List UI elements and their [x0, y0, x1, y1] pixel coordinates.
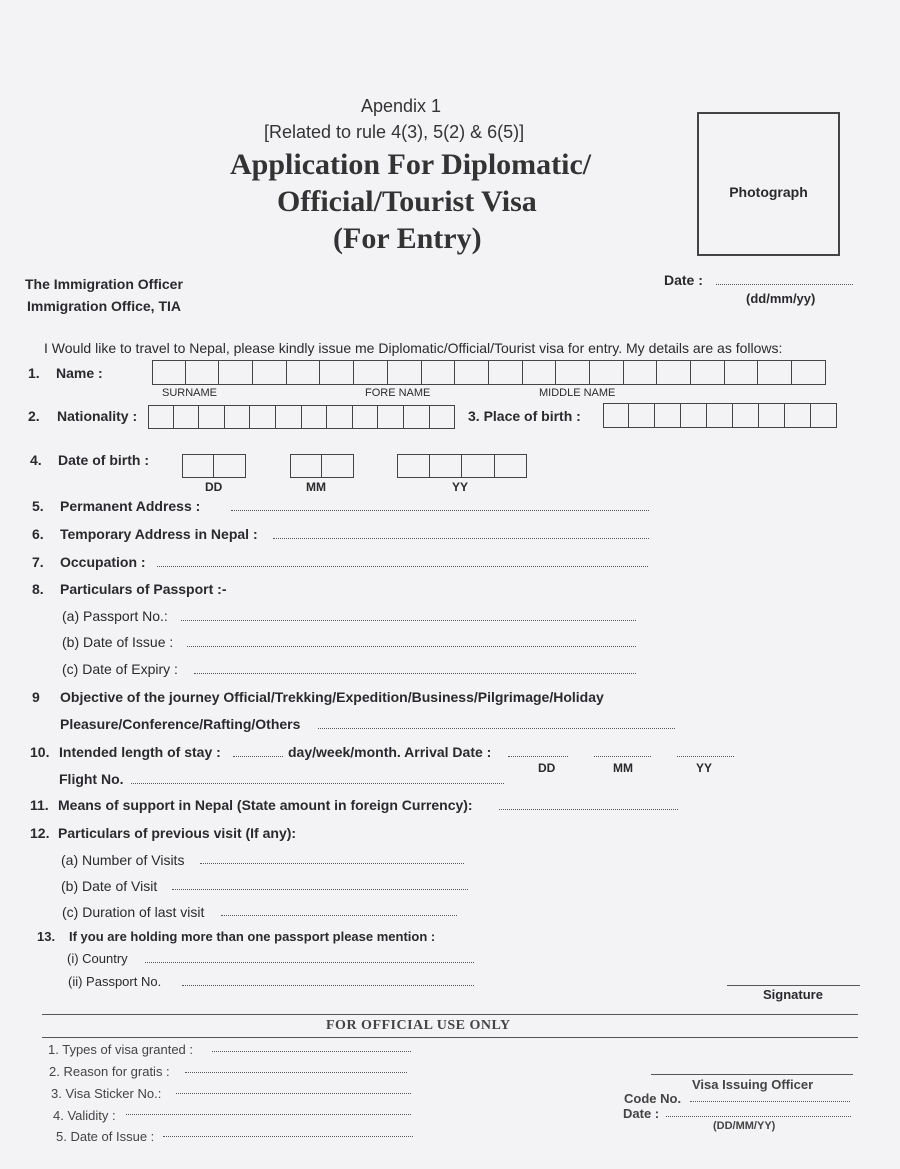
letter-box[interactable]	[707, 403, 733, 428]
visit-duration-label: (c) Duration of last visit	[62, 904, 205, 920]
multi-passport-number: 13.	[37, 929, 56, 944]
stay-length-field[interactable]	[233, 756, 283, 757]
name-boxes[interactable]	[152, 360, 826, 385]
letter-box[interactable]	[250, 405, 276, 429]
official-item-3: 3. Visa Sticker No.:	[51, 1086, 162, 1101]
official-item-2: 2. Reason for gratis :	[49, 1064, 170, 1079]
issue-date-label: (b) Date of Issue :	[62, 634, 174, 650]
alt-passport-no-field[interactable]	[182, 985, 474, 986]
letter-box[interactable]	[733, 403, 759, 428]
dob-month-boxes[interactable]	[290, 454, 354, 478]
letter-box[interactable]	[629, 403, 655, 428]
stay-label: Intended length of stay :	[59, 744, 221, 760]
letter-box[interactable]	[811, 403, 837, 428]
name-number: 1.	[28, 365, 40, 381]
flight-field[interactable]	[131, 783, 504, 784]
nationality-boxes[interactable]	[148, 405, 455, 429]
signature-line[interactable]	[727, 985, 860, 986]
passport-no-label: (a) Passport No.:	[62, 608, 168, 624]
dob-number: 4.	[30, 452, 42, 468]
letter-box[interactable]	[290, 454, 322, 478]
signature-label: Signature	[763, 987, 823, 1002]
letter-box[interactable]	[523, 360, 557, 385]
letter-box[interactable]	[152, 360, 186, 385]
country-field[interactable]	[145, 962, 474, 963]
dob-day-boxes[interactable]	[182, 454, 246, 478]
official-heading: FOR OFFICIAL USE ONLY	[326, 1018, 511, 1033]
letter-box[interactable]	[495, 454, 528, 478]
arrival-mm-field[interactable]	[594, 756, 651, 757]
support-field[interactable]	[499, 809, 678, 810]
letter-box[interactable]	[759, 403, 785, 428]
official-date-field[interactable]	[666, 1116, 851, 1117]
alt-passport-no-label: (ii) Passport No.	[68, 974, 162, 989]
letter-box[interactable]	[681, 403, 707, 428]
code-label: Code No.	[624, 1091, 682, 1106]
official-date-format: (DD/MM/YY)	[713, 1120, 776, 1132]
letter-box[interactable]	[388, 360, 422, 385]
objective-field[interactable]	[318, 728, 675, 729]
name-label: Name :	[56, 365, 103, 381]
letter-box[interactable]	[655, 403, 681, 428]
letter-box[interactable]	[489, 360, 523, 385]
photograph-label: Photograph	[729, 184, 808, 200]
passport-no-field[interactable]	[181, 620, 636, 621]
temp-address-field[interactable]	[273, 538, 649, 539]
occupation-label: Occupation :	[60, 554, 146, 570]
form-title-line2: Official/Tourist Visa	[277, 185, 537, 218]
support-number: 11.	[30, 797, 49, 813]
letter-box[interactable]	[430, 405, 456, 429]
visit-count-label: (a) Number of Visits	[61, 852, 185, 868]
letter-box[interactable]	[148, 405, 174, 429]
perm-address-field[interactable]	[231, 510, 649, 511]
letter-box[interactable]	[276, 405, 302, 429]
visit-date-label: (b) Date of Visit	[61, 878, 158, 894]
nationality-label: Nationality :	[57, 408, 138, 424]
objective-number: 9	[32, 689, 40, 705]
letter-box[interactable]	[758, 360, 792, 385]
letter-box[interactable]	[397, 454, 430, 478]
occupation-field[interactable]	[157, 566, 648, 567]
occupation-number: 7.	[32, 554, 44, 570]
letter-box[interactable]	[691, 360, 725, 385]
expiry-date-label: (c) Date of Expiry :	[62, 661, 178, 677]
officer-label: Visa Issuing Officer	[692, 1077, 814, 1092]
forename-caption: FORE NAME	[365, 387, 431, 399]
letter-box[interactable]	[378, 405, 404, 429]
date-format: (dd/mm/yy)	[746, 291, 816, 306]
letter-box[interactable]	[556, 360, 590, 385]
date-label: Date :	[664, 272, 703, 288]
official-item-1: 1. Types of visa granted :	[48, 1042, 194, 1057]
letter-box[interactable]	[603, 403, 629, 428]
arrival-dd-caption: DD	[538, 761, 556, 775]
letter-box[interactable]	[462, 454, 495, 478]
visit-count-field[interactable]	[200, 863, 464, 864]
letter-box[interactable]	[327, 405, 353, 429]
dob-label: Date of birth :	[58, 452, 149, 468]
gratis-reason-field[interactable]	[185, 1072, 407, 1073]
letter-box[interactable]	[624, 360, 658, 385]
dob-year-boxes[interactable]	[397, 454, 527, 478]
passport-label: Particulars of Passport :-	[60, 581, 227, 597]
previous-visit-number: 12.	[30, 825, 50, 841]
letter-box[interactable]	[174, 405, 200, 429]
visa-type-field[interactable]	[212, 1051, 411, 1052]
recipient-line1: The Immigration Officer	[25, 276, 183, 292]
letter-box[interactable]	[219, 360, 253, 385]
appendix-label: Apendix 1	[361, 96, 442, 116]
perm-address-number: 5.	[32, 498, 44, 514]
letter-box[interactable]	[302, 405, 328, 429]
country-label: (i) Country	[67, 951, 128, 966]
official-top-rule	[42, 1014, 858, 1015]
previous-visit-label: Particulars of previous visit (If any):	[58, 825, 297, 841]
code-field[interactable]	[690, 1101, 850, 1102]
letter-box[interactable]	[725, 360, 759, 385]
arrival-yy-field[interactable]	[677, 756, 734, 757]
place-of-birth-label: 3. Place of birth :	[468, 408, 581, 424]
flight-label: Flight No.	[59, 771, 124, 787]
temp-address-label: Temporary Address in Nepal :	[60, 526, 258, 542]
date-field[interactable]	[716, 284, 853, 285]
photograph-box[interactable]	[697, 112, 840, 256]
nationality-number: 2.	[28, 408, 40, 424]
dob-mm-caption: MM	[306, 480, 326, 494]
letter-box[interactable]	[214, 454, 246, 478]
visit-duration-field[interactable]	[221, 915, 457, 916]
stay-number: 10.	[30, 744, 50, 760]
surname-caption: SURNAME	[162, 387, 218, 399]
objective-line2: Pleasure/Conference/Rafting/Others	[60, 716, 301, 732]
official-item-5: 5. Date of Issue :	[56, 1129, 155, 1144]
letter-box[interactable]	[182, 454, 214, 478]
dob-dd-caption: DD	[205, 480, 223, 494]
letter-box[interactable]	[225, 405, 251, 429]
letter-box[interactable]	[657, 360, 691, 385]
objective-line1: Objective of the journey Official/Trekking/Expedition/Business/Pilgrimage/Holiday	[60, 689, 604, 705]
perm-address-label: Permanent Address :	[60, 498, 201, 514]
letter-box[interactable]	[199, 405, 225, 429]
issue-date-field[interactable]	[187, 646, 636, 647]
sticker-no-field[interactable]	[176, 1093, 411, 1094]
letter-box[interactable]	[785, 403, 811, 428]
form-title-line1: Application For Diplomatic/	[230, 148, 592, 181]
letter-box[interactable]	[320, 360, 354, 385]
visit-date-field[interactable]	[172, 889, 468, 890]
letter-box[interactable]	[353, 405, 379, 429]
arrival-mm-caption: MM	[613, 761, 633, 775]
letter-box[interactable]	[422, 360, 456, 385]
letter-box[interactable]	[430, 454, 463, 478]
stay-unit-label: day/week/month. Arrival Date :	[288, 744, 492, 760]
letter-box[interactable]	[792, 360, 826, 385]
letter-box[interactable]	[322, 454, 354, 478]
letter-box[interactable]	[590, 360, 624, 385]
letter-box[interactable]	[404, 405, 430, 429]
letter-box[interactable]	[287, 360, 321, 385]
multi-passport-label: If you are holding more than one passport please mention :	[69, 929, 436, 944]
temp-address-number: 6.	[32, 526, 44, 542]
recipient-line2: Immigration Office, TIA	[27, 298, 182, 314]
officer-signature-line[interactable]	[651, 1074, 853, 1075]
middlename-caption: MIDDLE NAME	[539, 387, 616, 399]
form-title-line3: (For Entry)	[333, 222, 482, 255]
arrival-yy-caption: YY	[696, 761, 713, 775]
rule-reference: [Related to rule 4(3), 5(2) & 6(5)]	[264, 122, 525, 142]
letter-box[interactable]	[354, 360, 388, 385]
official-bottom-rule	[42, 1037, 858, 1038]
official-date-label: Date :	[623, 1106, 660, 1121]
intro-text: I Would like to travel to Nepal, please kindly issue me Diplomatic/Official/Tourist visa for entry. My details are as follows:	[44, 340, 783, 356]
passport-number-index: 8.	[32, 581, 44, 597]
arrival-dd-field[interactable]	[508, 756, 568, 757]
place-of-birth-boxes[interactable]	[603, 403, 837, 428]
official-item-4: 4. Validity :	[53, 1108, 116, 1123]
issue-date-official-field[interactable]	[163, 1136, 413, 1137]
dob-yy-caption: YY	[452, 480, 469, 494]
letter-box[interactable]	[186, 360, 220, 385]
support-label: Means of support in Nepal (State amount in foreign Currency):	[58, 797, 473, 813]
letter-box[interactable]	[455, 360, 489, 385]
validity-field[interactable]	[126, 1114, 411, 1115]
letter-box[interactable]	[253, 360, 287, 385]
expiry-date-field[interactable]	[194, 673, 636, 674]
